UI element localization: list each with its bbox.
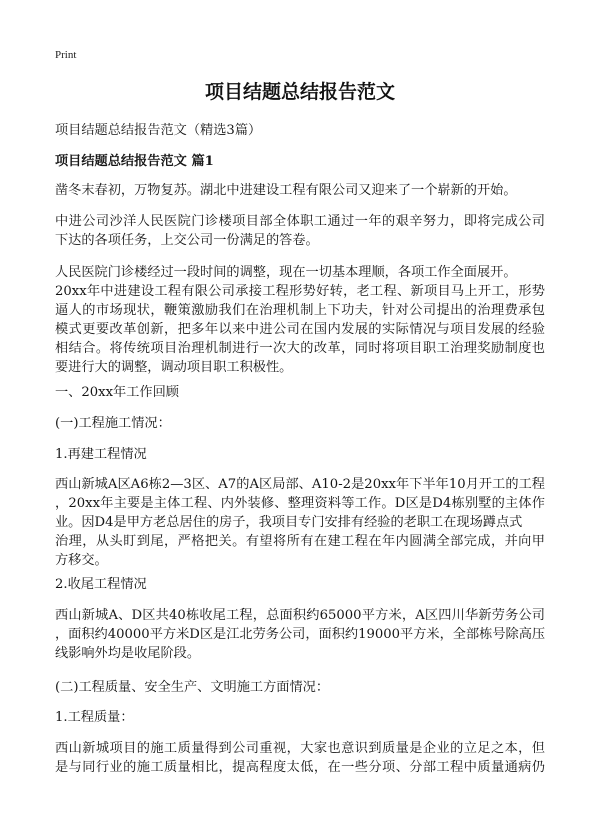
subtitle-text: 项目结题总结报告范文（精选3篇） (55, 122, 262, 138)
paragraph-line: ，20xx年主要是主体工程、内外装修、整理资料等工作。D区是D4栋别墅的主体作 (55, 495, 545, 511)
document-title: 项目结题总结报告范文 (204, 81, 395, 103)
subsection-heading-quality-safety (55, 678, 545, 697)
paragraph-quality (55, 739, 545, 777)
item-heading-ongoing-projects (55, 445, 545, 464)
section-heading-text: (一)工程施工情况： (55, 415, 171, 431)
section-heading-text: 2.收尾工程情况 (55, 576, 147, 592)
paragraph-line: 方移交。 (55, 552, 108, 568)
paragraph-line: 中进公司沙洋人民医院门诊楼项目部全体职工通过一年的艰辛努力，即将完成公司 (55, 213, 545, 229)
paragraph-line: 凿冬末春初，万物复苏。湖北中进建设工程有限公司又迎来了一个崭新的开始。 (55, 182, 517, 198)
print-link[interactable]: Print (55, 49, 77, 61)
paragraph-ongoing-projects (55, 475, 545, 570)
paragraph-line: 下达的各项任务，上交公司一份满足的答卷。 (55, 232, 319, 248)
paragraph-line: 是与同行业的施工质量相比，提高程度太低，在一些分项、分部工程中质量通病仍 (55, 759, 545, 775)
paragraph-management-reform (55, 263, 545, 377)
item-heading-finishing-projects (55, 575, 545, 594)
paragraph-project-team (55, 212, 545, 250)
paragraph-line: 模式更要改革创新，把多年以来中进公司在国内发展的实际情况与项目发展的经验 (55, 321, 545, 337)
paragraph-line: 相结合。将传统项目治理机制进行一次大的改革，同时将项目职工治理奖励制度也 (55, 340, 545, 356)
paragraph-line: ，面积约40000平方米D区是江北劳务公司，面积约19000平方米，全部栋号除高压 (55, 626, 546, 642)
section-heading-text: 一、20xx年工作回顾 (55, 384, 179, 400)
paragraph-line: 20xx年中进建设工程有限公司承接工程形势好转，老工程、新项目马上开工，形势 (55, 283, 545, 299)
paragraph-finishing-projects (55, 606, 545, 663)
paragraph-line: 西山新城A区A6栋2—3区、A7的A区局部、A10-2是20xx年下半年10月开工的工程 (55, 476, 545, 492)
paragraph-line: 西山新城项目的施工质量得到公司重视，大家也意识到质量是企业的立足之本，但 (55, 740, 545, 756)
paragraph-line: 逼人的市场现状，鞭策激励我们在治理机制上下功夫，针对公司提出的治理费承包 (55, 302, 545, 318)
paragraph-line: 西山新城A、D区共40栋收尾工程，总面积约65000平方米，A区四川华新劳务公司 (55, 607, 545, 623)
section-heading-review (55, 383, 545, 402)
paragraph-line: 治理，从头盯到尾，严格把关。有望将所有在建工程在年内圆满全部完成，并向甲 (55, 533, 545, 549)
paragraph-line: 人民医院门诊楼经过一段时间的调整，现在一切基本理顺，各项工作全面展开。 (55, 264, 517, 280)
section-heading-text: (二)工程质量、安全生产、文明施工方面情况： (55, 679, 330, 695)
section-heading-text: 1.工程质量： (55, 709, 134, 725)
section-heading-text: 1.再建工程情况 (55, 446, 147, 462)
article-heading (55, 152, 545, 171)
subsection-heading-construction (55, 414, 545, 433)
paragraph-line: 线影响外均是收尾阶段。 (55, 645, 201, 661)
paragraph-line: 业。因D4是甲方老总居住的房子，我项目专门安排有经验的老职工在现场蹲点式 (55, 514, 523, 530)
paragraph-line: 要进行大的调整，调动项目职工积极性。 (55, 359, 293, 375)
document-subtitle (55, 121, 545, 140)
item-heading-quality (55, 708, 545, 727)
article-heading-text: 项目结题总结报告范文 篇1 (55, 153, 214, 169)
paragraph-intro (55, 181, 545, 200)
